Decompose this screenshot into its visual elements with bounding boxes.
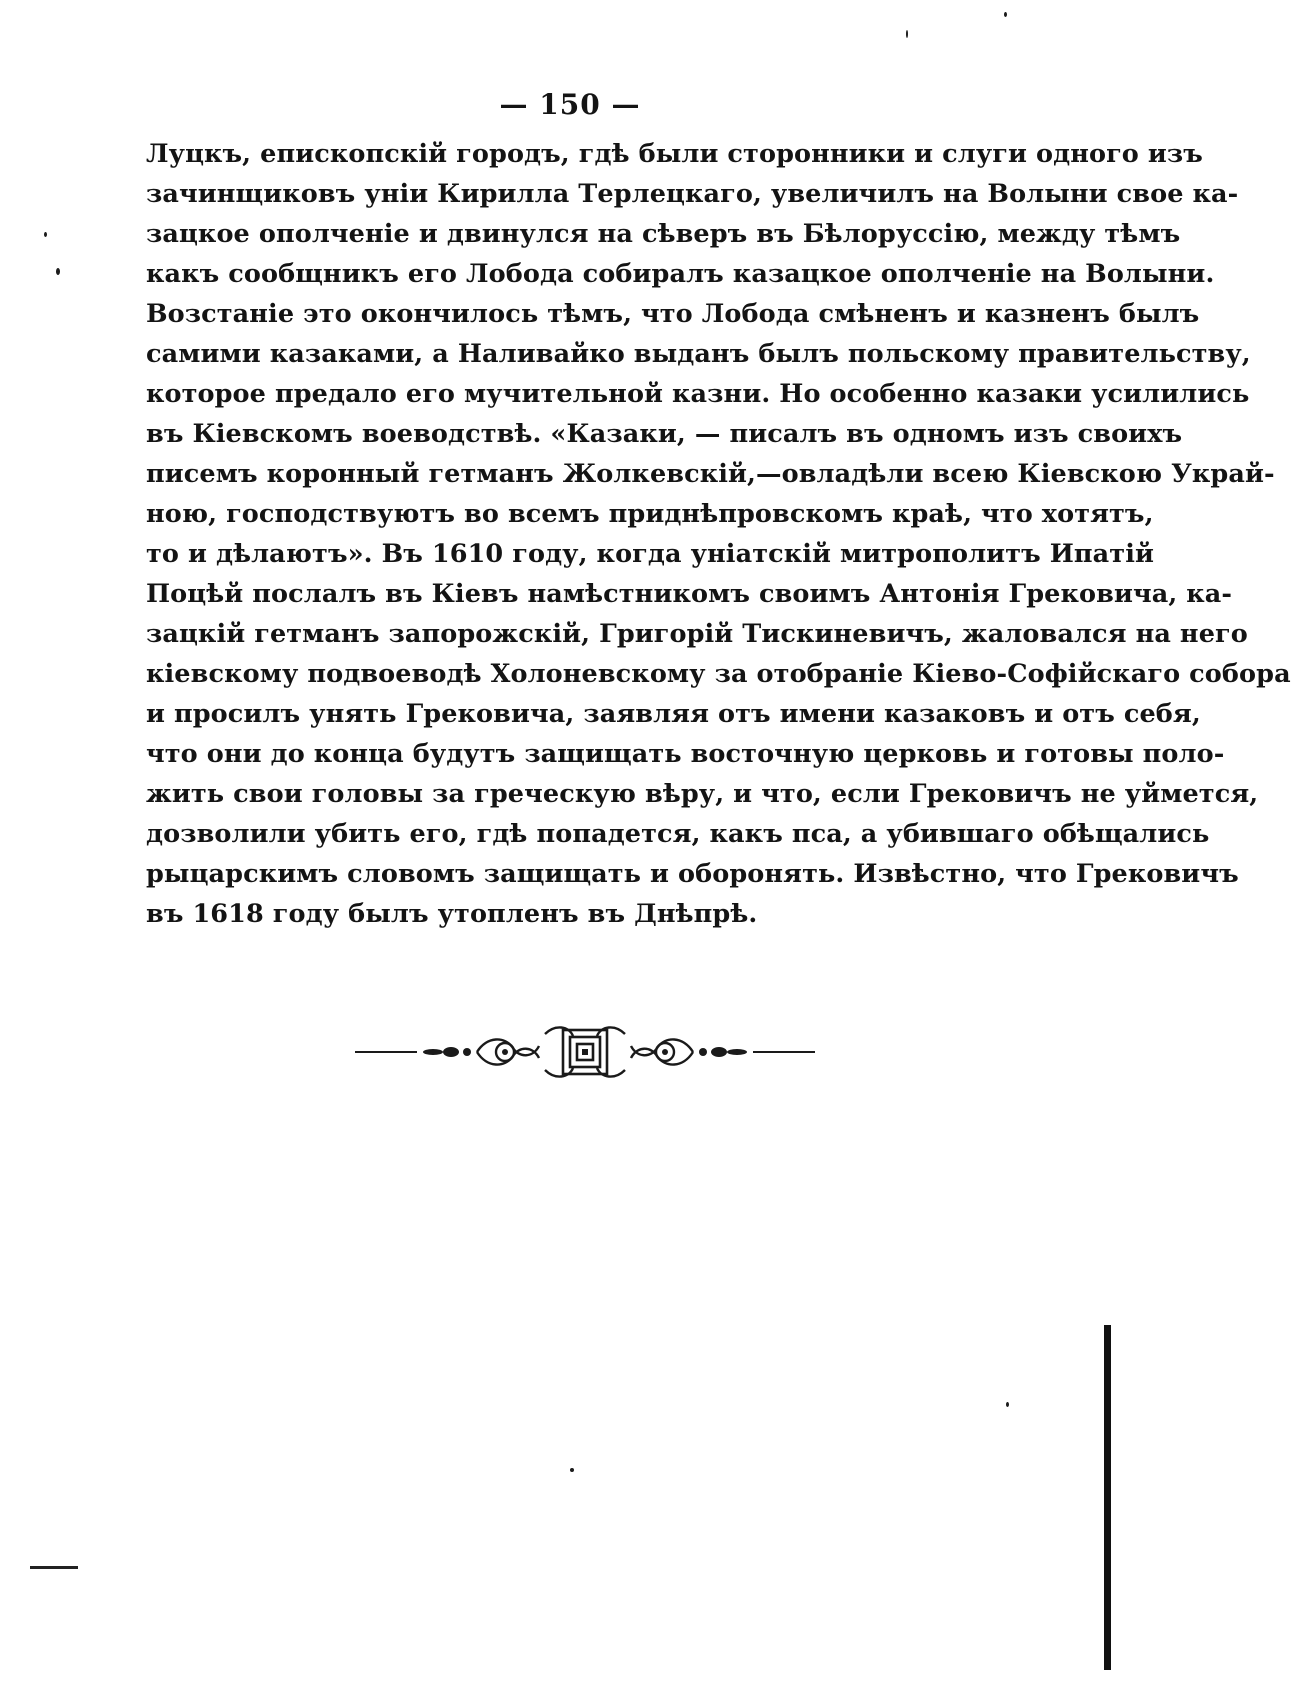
text-line: ною, господствуютъ во всемъ приднѣпровскомъ краѣ, что хотятъ, <box>146 499 1154 529</box>
text-line: зачинщиковъ уніи Кирилла Терлецкаго, увеличилъ на Волыни свое ка- <box>146 179 1239 209</box>
text-line: то и дѣлаютъ». Въ 1610 году, когда уніатскій митрополитъ Ипатій <box>146 539 1155 569</box>
text-line: Возстаніе это окончилось тѣмъ, что Лобода смѣненъ и казненъ былъ <box>146 299 1200 329</box>
text-line: кіевскому подвоеводѣ Холоневскому за отобраніе Кіево-Софійскаго собора <box>146 659 1291 689</box>
text-line: дозволили убить его, гдѣ попадется, какъ пса, а убившаго обѣщались <box>146 819 1210 849</box>
scan-speck <box>906 30 908 38</box>
scan-speck <box>1004 12 1007 17</box>
page-number: — 150 — <box>499 88 641 121</box>
ornament-divider-icon <box>355 1022 815 1082</box>
scan-speck <box>1006 1402 1009 1407</box>
text-line: въ Кіевскомъ воеводствѣ. «Казаки, — писалъ въ одномъ изъ своихъ <box>146 419 1183 449</box>
scan-speck <box>570 1468 574 1472</box>
text-line: которое предало его мучительной казни. Но особенно казаки усилились <box>146 379 1250 409</box>
text-line: самими казаками, а Наливайко выданъ былъ польскому правительству, <box>146 339 1251 369</box>
text-line: и просилъ унять Грековича, заявляя отъ имени казаковъ и отъ себя, <box>146 699 1201 729</box>
text-line: какъ сообщникъ его Лобода собиралъ казацкое ополченіе на Волыни. <box>146 259 1215 289</box>
text-line: зацкій гетманъ запорожскій, Григорій Тискиневичъ, жаловался на него <box>146 619 1248 649</box>
scan-edge-shadow <box>1104 1325 1111 1670</box>
scan-mark <box>30 1566 78 1569</box>
text-line: Поцѣй послалъ въ Кіевъ намѣстникомъ своимъ Антонія Грековича, ка- <box>146 579 1233 609</box>
text-line: писемъ коронный гетманъ Жолкевскій,—овладѣли всею Кіевскою Украй- <box>146 459 1275 489</box>
text-line: зацкое ополченіе и двинулся на сѣверъ въ Бѣлоруссію, между тѣмъ <box>146 219 1181 249</box>
text-line: въ 1618 году былъ утопленъ въ Днѣпрѣ. <box>146 899 758 929</box>
scan-speck <box>56 268 60 275</box>
text-line: Луцкъ, епископскій городъ, гдѣ были сторонники и слуги одного изъ <box>146 139 1203 169</box>
text-line: рыцарскимъ словомъ защищать и оборонять. Извѣстно, что Грековичъ <box>146 859 1239 889</box>
body-text <box>146 134 1291 934</box>
text-line: жить свои головы за греческую вѣру, и что, если Грековичъ не уймется, <box>146 779 1259 809</box>
scan-speck <box>44 232 47 237</box>
text-line: что они до конца будутъ защищать восточную церковь и готовы поло- <box>146 739 1225 769</box>
